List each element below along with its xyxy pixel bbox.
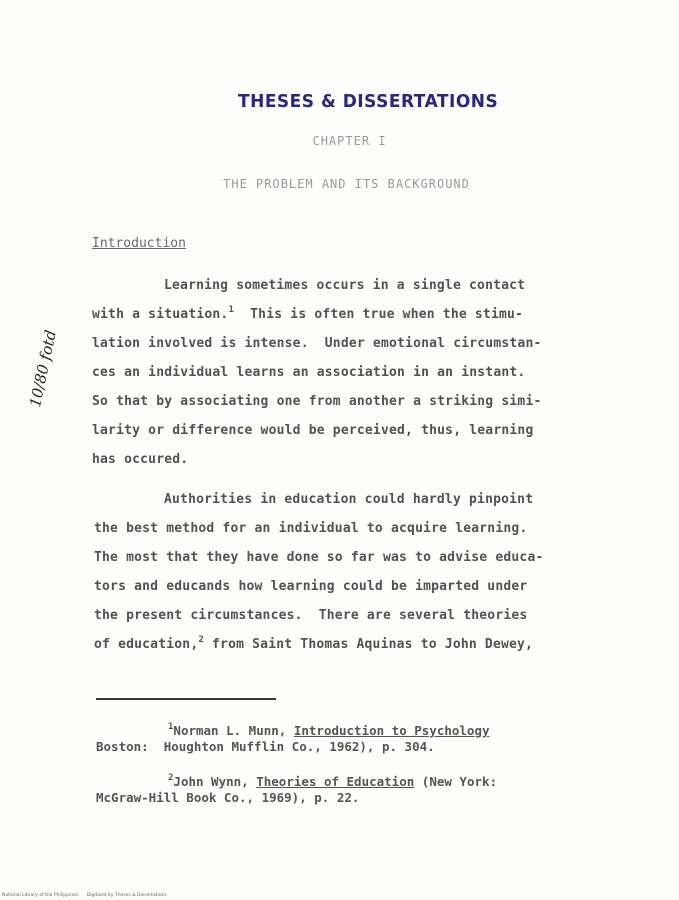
paragraph-line: Learning sometimes occurs in a single contact: [164, 278, 526, 293]
paragraph-line: the best method for an individual to acquire learning.: [94, 521, 528, 536]
paragraph-line: larity or difference would be perceived, thus, learning: [92, 423, 534, 438]
paragraph-line: Authorities in education could hardly pinpoint: [164, 492, 534, 507]
footnote-1: $^1$Norman L. Munn, Introduction to Psychology: [168, 722, 490, 738]
paragraph-line: has occured.: [92, 452, 189, 467]
theses-dissertations-stamp: THESES & DISSERTATIONS: [238, 91, 499, 113]
paragraph-line: tors and educands how learning could be imparted under: [94, 579, 528, 594]
footnote-divider: [96, 698, 276, 700]
paragraph-line: ces an individual learns an association in an instant.: [92, 365, 526, 380]
paragraph-line: with a situation.$^1$ This is often true when the stimu-: [92, 305, 524, 322]
paragraph-line: The most that they have done so far was to advise educa-: [94, 550, 544, 565]
footnote-2-continued: McGraw-Hill Book Co., 1969), p. 22.: [96, 790, 360, 805]
paragraph-line: So that by associating one from another a striking simi-: [92, 394, 542, 409]
chapter-label: CHAPTER I: [312, 134, 387, 148]
footnote-1-continued: Boston: Houghton Mufflin Co., 1962), p. 304.: [96, 739, 435, 754]
scan-footer: National Library of the Philippines Digitized by Theses & Dissertations: [2, 893, 167, 898]
chapter-title: THE PROBLEM AND ITS BACKGROUND: [223, 177, 470, 191]
footnote-2: $^2$John Wynn, Theories of Education (New York:: [168, 773, 498, 789]
paragraph-line: lation involved is intense. Under emotional circumstan-: [92, 336, 542, 351]
footnote-ref: 2: [198, 635, 204, 645]
handwritten-annotation: 10/80 fotd: [26, 328, 60, 409]
section-heading: Introduction: [92, 236, 186, 251]
paragraph-line: of education,$^2$ from Saint Thomas Aquinas to John Dewey,: [94, 635, 534, 652]
paragraph-line: the present circumstances. There are several theories: [94, 608, 528, 623]
footnote-ref: 1: [228, 305, 235, 315]
